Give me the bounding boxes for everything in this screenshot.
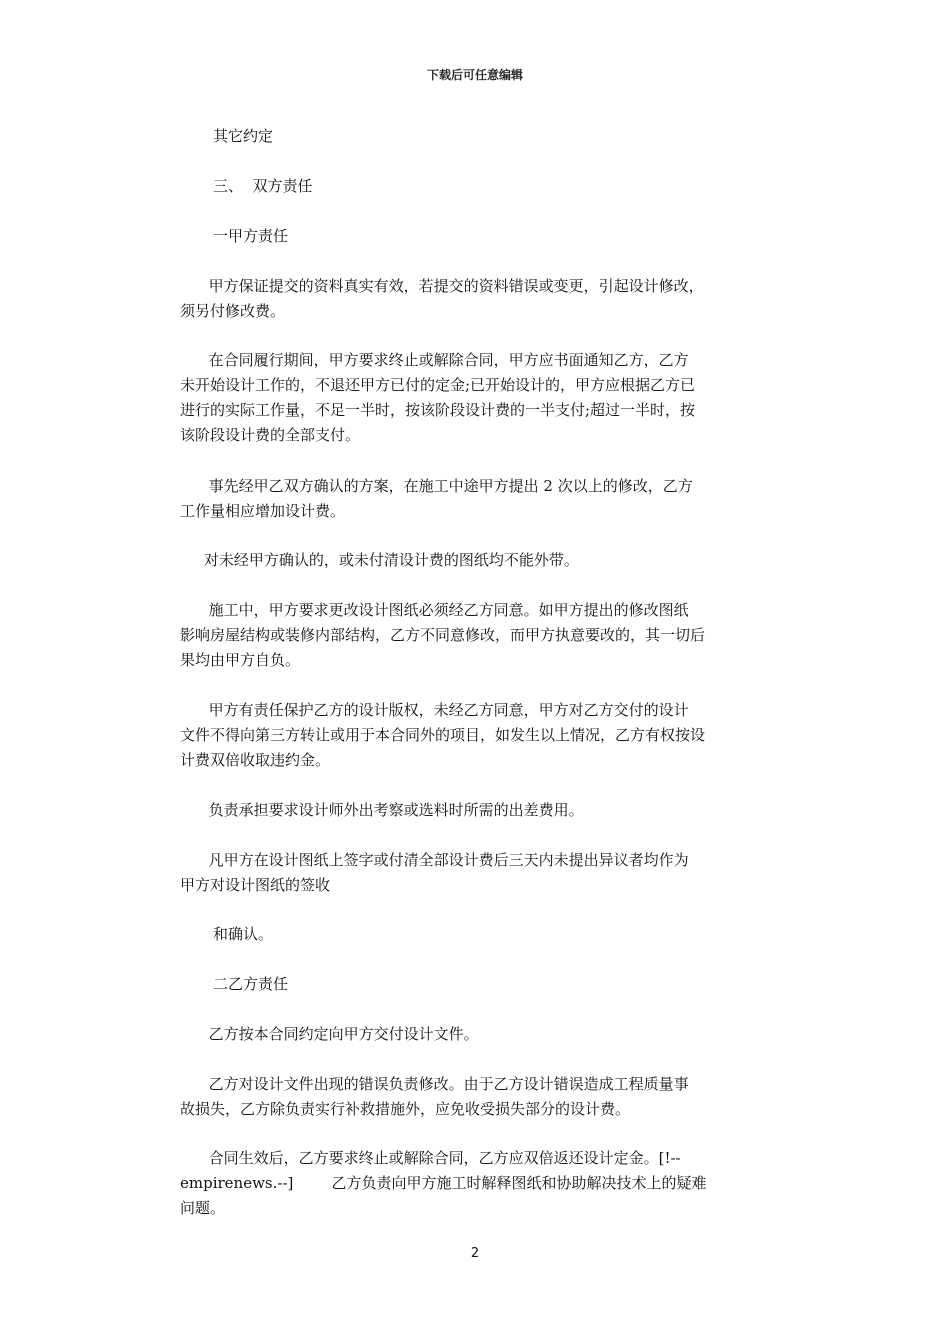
paragraph: 施工中，甲方要求更改设计图纸必须经乙方同意。如甲方提出的修改图纸 影响房屋结构或装修内部结构，乙方不同意修改，而甲方执意要改的，其一切后 果均由甲方自负。 bbox=[180, 601, 706, 669]
subsection-party-b: 二乙方责任 bbox=[213, 975, 289, 993]
subsection-party-a: 一甲方责任 bbox=[213, 227, 289, 245]
page-number: 2 bbox=[470, 1246, 480, 1261]
paragraph: 事先经甲乙双方确认的方案，在施工中途甲方提出 2 次以上的修改，乙方 工作量相应增加设计费。 bbox=[180, 477, 693, 520]
paragraph-continuation: 和确认。 bbox=[213, 925, 274, 943]
page-header: 下载后可任意编辑 bbox=[426, 68, 523, 82]
section-other-agreements: 其它约定 bbox=[213, 127, 274, 145]
paragraph: 乙方按本合同约定向甲方交付设计文件。 bbox=[180, 1025, 479, 1043]
paragraph: 凡甲方在设计图纸上签字或付清全部设计费后三天内未提出异议者均作为 甲方对设计图纸的签收 bbox=[180, 851, 689, 894]
paragraph: 甲方有责任保护乙方的设计版权，未经乙方同意，甲方对乙方交付的设计 文件不得向第三方转让或用于本合同外的项目，如发生以上情况，乙方有权按设 计费双倍收取违约金。 bbox=[180, 701, 706, 769]
paragraph: 甲方保证提交的资料真实有效，若提交的资料错误或变更，引起设计修改， 须另付修改费。 bbox=[180, 277, 704, 320]
paragraph: 对未经甲方确认的，或未付清设计费的图纸均不能外带。 bbox=[180, 551, 579, 569]
paragraph: 乙方对设计文件出现的错误负责修改。由于乙方设计错误造成工程质量事 故损失，乙方除负责实行补救措施外，应免收受损失部分的设计费。 bbox=[180, 1075, 689, 1118]
section-heading-responsibilities: 三、 双方责任 bbox=[213, 177, 313, 195]
paragraph: 负责承担要求设计师外出考察或选料时所需的出差费用。 bbox=[180, 801, 584, 819]
paragraph: 在合同履行期间，甲方要求终止或解除合同，甲方应书面通知乙方，乙方 未开始设计工作的，不退还甲方已付的定金;已开始设计的，甲方应根据乙方已 进行的实际工作量，不足一半时，按该阶段设计费的一半支付;超过一半时，按 该阶段设计费的全部支付。 bbox=[180, 351, 696, 444]
paragraph: 合同生效后，乙方要求终止或解除合同，乙方应双倍返还设计定金。[!-- empirenews.--] 乙方负责向甲方施工时解释图纸和协助解决技术上的疑难 问题。 bbox=[180, 1149, 707, 1217]
